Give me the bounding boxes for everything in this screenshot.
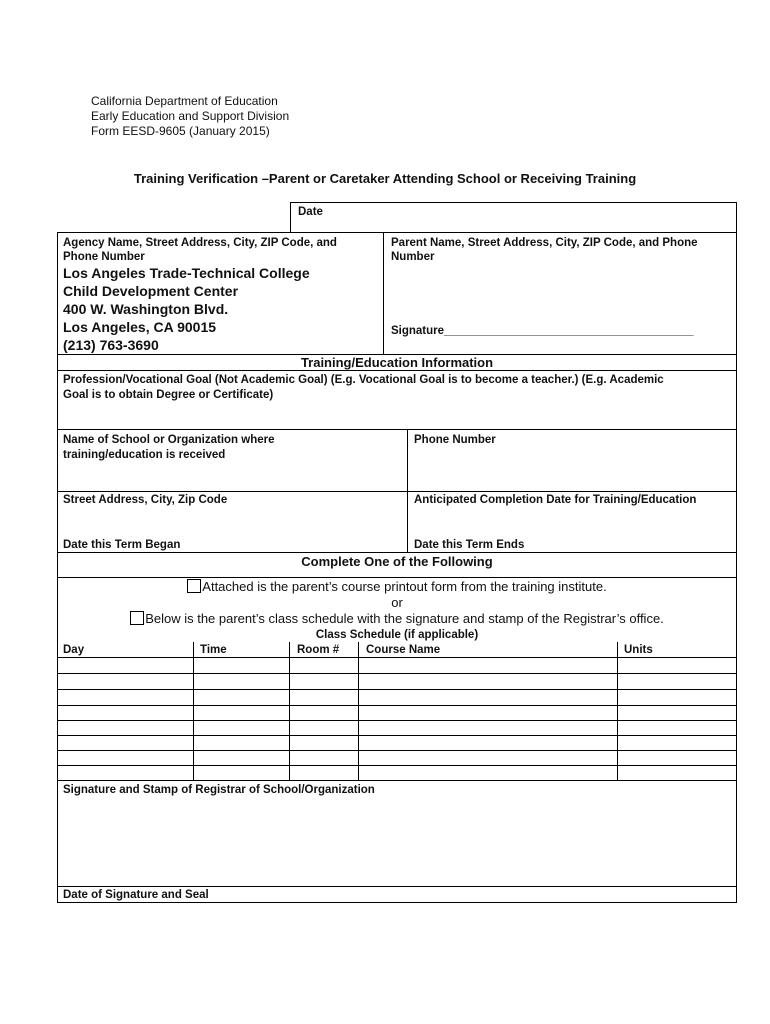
col-time: Time	[200, 644, 227, 656]
school-street-label: Street Address, City, Zip Code	[63, 494, 228, 506]
form-header	[91, 94, 289, 139]
goal-label-2: Goal is to obtain Degree or Certificate)	[63, 389, 274, 401]
col-room: Room #	[297, 644, 340, 656]
option-attached-text: Attached is the parent’s course printout form from the training institute.	[202, 579, 607, 594]
option-attached	[57, 579, 737, 594]
training-section-heading: Training/Education Information	[300, 355, 494, 370]
header-department: California Department of Education	[91, 94, 278, 108]
agency-label-2: Phone Number	[63, 251, 145, 263]
school-name-label: Name of School or Organization where	[63, 434, 275, 446]
parent-label: Parent Name, Street Address, City, ZIP Code, and Phone	[391, 237, 698, 249]
term-began-label: Date this Term Began	[63, 539, 181, 551]
complete-one-heading: Complete One of the Following	[301, 554, 493, 569]
completion-date-label: Anticipated Completion Date for Training/Education	[414, 494, 697, 506]
term-ends-label: Date this Term Ends	[414, 539, 525, 551]
or-text: or	[391, 595, 403, 610]
agency-phone: (213) 763-3690	[63, 337, 159, 353]
agency-city: Los Angeles, CA 90015	[63, 319, 217, 335]
class-schedule-title: Class Schedule (if applicable)	[315, 629, 479, 641]
agency-label: Agency Name, Street Address, City, ZIP Code, and	[63, 237, 337, 249]
agency-name-line2: Child Development Center	[63, 283, 239, 299]
col-course-name: Course Name	[366, 644, 441, 656]
agency-address: 400 W. Washington Blvd.	[63, 301, 229, 317]
col-day: Day	[63, 644, 85, 656]
col-units: Units	[624, 644, 653, 656]
school-name-label-2: training/education is received	[63, 449, 226, 461]
header-division: Early Education and Support Division	[91, 109, 290, 123]
option-schedule-text: Below is the parent’s class schedule with the signature and stamp of the Registrar’s office.	[145, 611, 664, 626]
form-title: Training Verification –Parent or Caretaker Attending School or Receiving Training	[133, 171, 637, 186]
option-schedule	[57, 611, 737, 626]
signature-date-label: Date of Signature and Seal	[63, 889, 209, 901]
date-label: Date	[298, 206, 323, 218]
registrar-signature-label: Signature and Stamp of Registrar of School/Organization	[63, 784, 375, 796]
header-form-number: Form EESD-9605 (January 2015)	[91, 124, 270, 138]
goal-label: Profession/Vocational Goal (Not Academic Goal) (E.g. Vocational Goal is to become a teacher.) (E.g. Academic	[63, 374, 664, 386]
attached-checkbox[interactable]	[187, 579, 201, 593]
schedule-checkbox[interactable]	[130, 611, 144, 625]
parent-signature-line[interactable]: Signature_______________________________________	[391, 325, 694, 337]
agency-name-line1: Los Angeles Trade-Technical College	[63, 265, 310, 281]
school-phone-label: Phone Number	[414, 434, 496, 446]
parent-label-2: Number	[391, 251, 435, 263]
